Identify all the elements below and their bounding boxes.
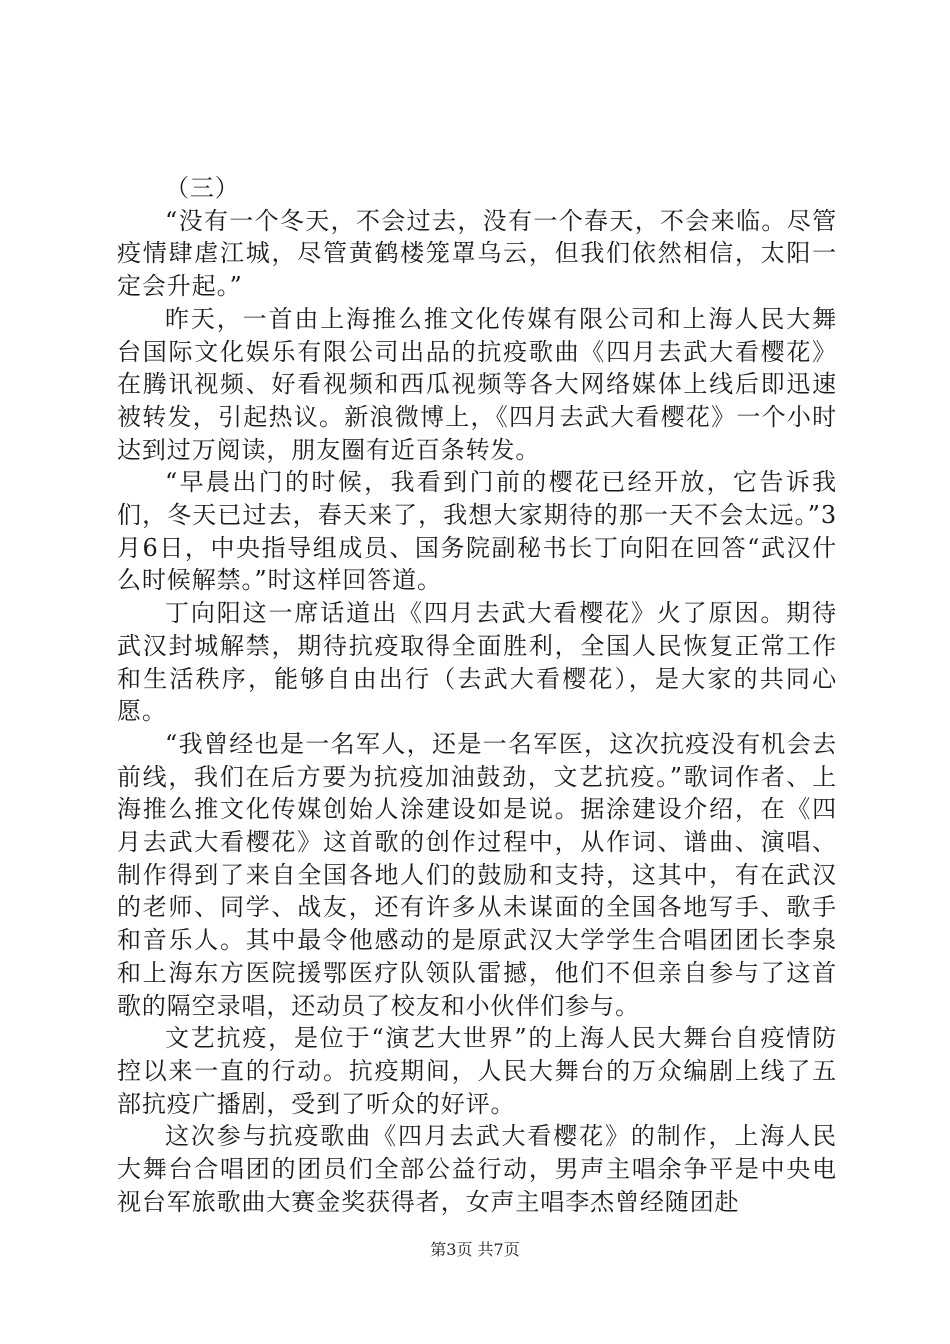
page-number-footer: 第3页 共7页	[430, 1240, 520, 1259]
section-heading: （三）	[165, 174, 240, 202]
paragraph-1: “没有一个冬天，不会过去，没有一个春天，不会来临。尽管疫情肆虐江城，尽管黄鹤楼笼罩乌云，但我们依然相信，太阳一定会升起。”	[117, 206, 837, 301]
paragraph-4: 丁向阳这一席话道出《四月去武大看樱花》火了原因。期待武汉封城解禁，期待抗疫取得全面胜利，全国人民恢复正常工作和生活秩序，能够自由出行（去武大看樱花），是大家的共同心愿。	[117, 599, 837, 726]
paragraph-7: 这次参与抗疫歌曲《四月去武大看樱花》的制作，上海人民大舞台合唱团的团员们全部公益行动，男声主唱余争平是中央电视台军旅歌曲大赛金奖获得者，女声主唱李杰曾经随团赴	[117, 1122, 837, 1216]
paragraph-5: “我曾经也是一名军人，还是一名军医，这次抗疫没有机会去前线，我们在后方要为抗疫加油鼓劲，文艺抗疫。”歌词作者、上海推么推文化传媒创始人涂建设如是说。据涂建设介绍，在《四月去武大看樱花》这首歌的创作过程中，从作词、谱曲、演唱、制作得到了来自全国各地人们的鼓励和支持，这其中，有在武汉的老师、同学、战友，还有许多从未谋面的全国各地写手、歌手和音乐人。其中最令他感动的是原武汉大学学生合唱团团长李泉和上海东方医院援鄂医疗队领队雷撼，他们不但亲自参与了这首歌的隔空录唱，还动员了校友和小伙伴们参与。	[117, 729, 837, 1020]
paragraph-6: 文艺抗疫，是位于“演艺大世界”的上海人民大舞台自疫情防控以来一直的行动。抗疫期间，人民大舞台的万众编剧上线了五部抗疫广播剧，受到了听众的好评。	[117, 1024, 837, 1118]
paragraph-2: 昨天，一首由上海推么推文化传媒有限公司和上海人民大舞台国际文化娱乐有限公司出品的抗疫歌曲《四月去武大看樱花》在腾讯视频、好看视频和西瓜视频等各大网络媒体上线后即迅速被转发，引起热议。新浪微博上，《四月去武大看樱花》一个小时达到过万阅读，朋友圈有近百条转发。	[117, 304, 837, 464]
paragraph-3: “早晨出门的时候，我看到门前的樱花已经开放，它告诉我们，冬天已过去，春天来了，我想大家期待的那一天不会太远。”3月6日，中央指导组成员、国务院副秘书长丁向阳在回答“武汉什么时候解禁。”时这样回答道。	[117, 468, 837, 595]
document-body	[117, 172, 837, 1219]
